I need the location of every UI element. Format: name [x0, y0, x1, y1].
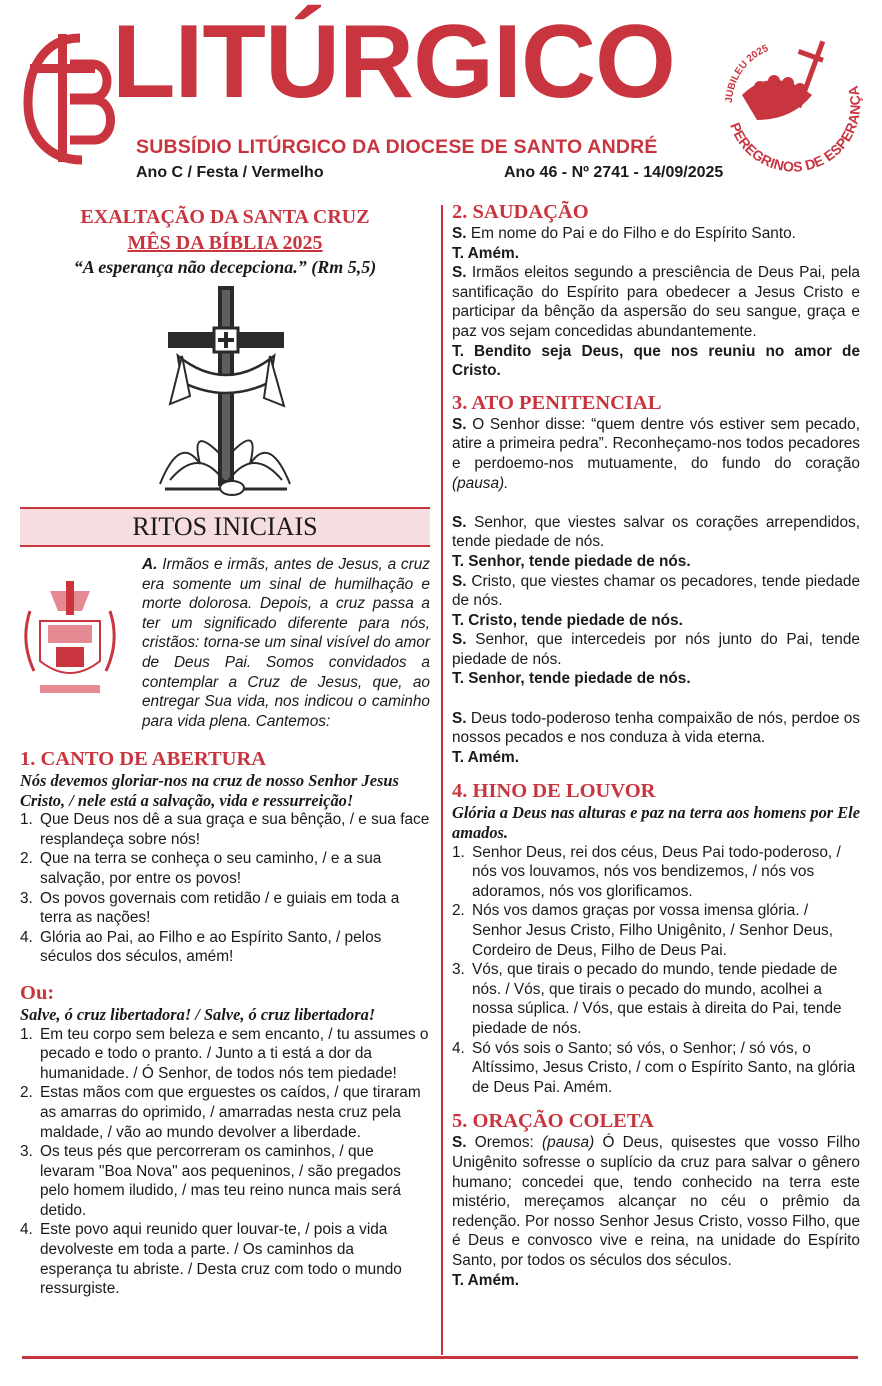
ou-label: Ou: — [20, 981, 55, 1004]
intro-text — [142, 555, 430, 731]
penitencial-intro: S. O Senhor disse: “quem dentre vós estiver sem pecado, atire a primeira pedra”. Reconheçamo-nos todos pecadores e perdoemo-nos mutuamente, do fundo do coração (pausa). — [452, 415, 860, 492]
jubilee-logo-icon — [712, 25, 867, 185]
list-item: 4. Este povo aqui reunido quer louvar-te, / pois a vida devolveste em toda a parte. / Os caminhos da esperança tu abriste. / Desta cruz com todo o mundo ressurgiste. — [20, 1221, 402, 1298]
kyrie-2: S. Cristo, que viestes chamar os pecadores, tende piedade de nós. — [452, 572, 861, 610]
jubilee-bottom-text: PEREGRINOS DE ESPERANÇA — [727, 84, 864, 175]
section-ato-penitencial-title: 3. ATO PENITENCIAL — [452, 391, 662, 414]
intro-lead: A. — [142, 556, 158, 573]
intro-block — [20, 555, 430, 747]
section-hino-title: 4. HINO DE LOUVOR — [452, 780, 656, 803]
liturgical-info: Ano C / Festa / Vermelho — [136, 164, 324, 181]
ritos-iniciais-header: RITOS INICIAIS — [20, 507, 430, 547]
kyrie-r2: T. Cristo, tende piedade de nós. — [452, 611, 683, 629]
list-item: 1. Senhor Deus, rei dos céus, Deus Pai todo-poderoso, / nós vos louvamos, nós vos bendizemos, / nós vos adoramos, nós vos glorificamos. — [452, 843, 841, 900]
list-item: 4. Só vós sois o Santo; só vós, o Senhor; / só vós, o Altíssimo, Jesus Cristo, / com o Espírito Santo, na glória de Deus Pai. Amém. — [452, 1039, 856, 1096]
hino-verses — [452, 843, 860, 1098]
alt-refrain: Salve, ó cruz libertadora! / Salve, ó cruz libertadora! — [20, 1004, 376, 1024]
cross-drawing-icon — [20, 284, 430, 499]
kyrie-r1: T. Senhor, tende piedade de nós. — [452, 552, 691, 570]
kyrie-r3: T. Senhor, tende piedade de nós. — [452, 670, 691, 688]
kyrie-1: S. Senhor, que viestes salvar os corações arrependidos, tende piedade de nós. — [452, 513, 860, 551]
saudacao-p1: S. Em nome do Pai e do Filho e do Espírito Santo. — [452, 225, 796, 242]
bottom-rule — [22, 1356, 858, 1359]
saudacao-r1: T. Amém. — [452, 244, 519, 262]
section-oracao-coleta-title: 5. ORAÇÃO COLETA — [452, 1110, 654, 1133]
oracao-coleta-r: T. Amém. — [452, 1271, 519, 1289]
cross-logo-icon — [20, 28, 115, 168]
theme-quote: “A esperança não decepciona.” (Rm 5,5) — [73, 257, 377, 277]
list-item: 3. Os teus pés que percorreram os caminhos, / que levaram "Boa Nova" aos pequeninos, / são pregados pelo homem iludido, / mas teu reino nunca mais será detido. — [20, 1143, 402, 1219]
hino-refrain: Glória a Deus nas alturas e paz na terra aos homens por Ele amados. — [452, 803, 861, 843]
saudacao-r2: T. Bendito seja Deus, que nos reuniu no amor de Cristo. — [452, 342, 860, 380]
column-divider — [441, 205, 443, 1355]
canto-refrain: Nós devemos gloriar-nos na cruz de nosso Senhor Jesus Cristo, / nele está a salvação, vida e ressurreição! — [20, 771, 399, 810]
left-column — [20, 200, 430, 1299]
publication-subtitle: SUBSÍDIO LITÚRGICO DA DIOCESE DE SANTO ANDRÉ — [136, 136, 658, 158]
saudacao-p2: S. Irmãos eleitos segundo a presciência de Deus Pai, pela santificação do Espírito para obedecer a Jesus Cristo e participar da bênção da aspersão do seu sangue, graça e paz vos sejam concedidas abundantemente. — [452, 264, 860, 340]
issue-info: Ano 46 - Nº 2741 - 14/09/2025 — [504, 164, 724, 181]
list-item: 1. Em teu corpo sem beleza e sem encanto, / tu assumes o pecado e todo o pranto. / Junto a ti está a dor da humanidade. / Ó Senhor, de todos nós tem piedade! — [20, 1025, 429, 1082]
cross-illustration — [20, 284, 430, 499]
masthead — [0, 0, 882, 195]
right-column — [452, 200, 860, 1290]
jubilee-top-text: JUBILEU 2025 — [723, 43, 771, 104]
kyrie-3: S. Senhor, que intercedeis por nós junto do Pai, tende piedade de nós. — [452, 631, 860, 668]
list-item: 3. Os povos governais com retidão / e guiais em toda a terra as nações! — [20, 889, 400, 927]
publication-title: LITÚRGICO — [112, 4, 675, 120]
diocese-coat-of-arms-icon — [20, 581, 120, 701]
list-item: 3. Vós, que tirais o pecado do mundo, tende piedade de nós. / Vós, que tirais o pecado do mundo, acolhei a nossa súplica. / Vós, que estais à direita do Pai, tende piedade de nós. — [452, 961, 842, 1037]
oracao-coleta-text: S. Oremos: (pausa) Ó Deus, quisestes que vosso Filho Unigênito sofresse o suplício da cruz para salvar o gênero humano; concedei que, tendo conhecido na terra este mistério, mereçamos alcançar no céu o prêmio da redenção. Por nosso Senhor Jesus Cristo, vosso Filho, que é Deus e convosco vive e reina, na unidade do Espírito Santo, por todos os séculos dos séculos. — [452, 1134, 861, 1269]
list-item: 2. Que na terra se conheça o seu caminho, / e a sua salvação, por entre os povos! — [20, 850, 382, 887]
list-item: 4. Glória ao Pai, ao Filho e ao Espírito Santo, / pelos séculos dos séculos, amém! — [20, 928, 382, 966]
bible-month: MÊS DA BÍBLIA 2025 — [127, 232, 323, 254]
list-item: 2. Estas mãos com que erguestes os caídos, / que tiraram as amarras do oprimido, / amarradas nesta cruz pela maldade, / vão ao mundo devolver a liberdade. — [20, 1084, 421, 1141]
section-saudacao-title: 2. SAUDAÇÃO — [452, 201, 589, 223]
alt-verses — [20, 1025, 430, 1299]
absolution: S. Deus todo-poderoso tenha compaixão de nós, perdoe os nossos pecados e nos conduza à vida eterna. — [452, 709, 860, 747]
list-item: 1. Que Deus nos dê a sua graça e sua bênção, / e sua face resplandeça sobre nós! — [20, 811, 430, 848]
intro-body: Irmãos e irmãs, antes de Jesus, a cruz era somente um sinal de humilhação e morte dolorosa. Depois, a cruz passa a ter um significado diferente para nós, cristãos: torna-se um sinal visível do amor de Deus Pai. Somos convidados a contemplar a Cruz de Jesus, que, ao entregar Sua vida, nos indicou o caminho para vida plena. Cantemos: — [142, 556, 430, 730]
feast-title: EXALTAÇÃO DA SANTA CRUZ — [80, 206, 370, 228]
section-canto-abertura-title: 1. CANTO DE ABERTURA — [20, 748, 267, 770]
absolution-r: T. Amém. — [452, 748, 519, 766]
list-item: 2. Nós vos damos graças por vossa imensa glória. / Senhor Jesus Cristo, Filho Unigênito, / Senhor Deus, Cordeiro de Deus, Filho de Deus Pai. — [452, 902, 834, 959]
canto-verses — [20, 810, 430, 967]
